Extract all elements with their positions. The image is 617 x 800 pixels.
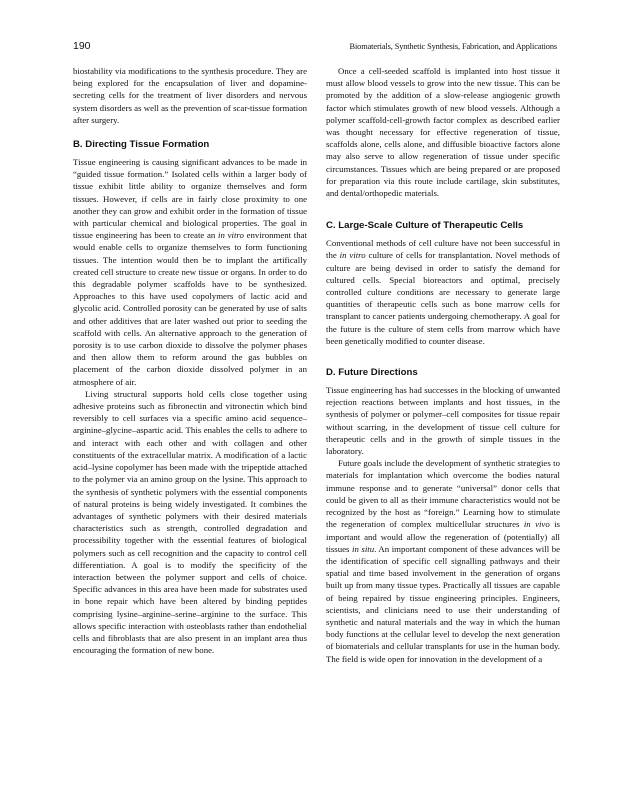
running-title: Biomaterials, Synthetic Synthesis, Fabrication, and Applications (349, 42, 557, 51)
section-heading-directing-tissue-formation: B. Directing Tissue Formation (73, 139, 210, 151)
text-run: Tissue engineering is causing significant advances to be made in “guided tissue formation.” Isolated cells within a larger body of tissue exhibit little ability to organize themselves and form tissues. However, if cells are in fairly close proximity to one another they can grow and exhibit order in the formation of tissue with particular chemical and biological properties. The goal in tissue engineering has been to create an (73, 157, 307, 241)
text-run: culture of cells for transplantation. Novel methods of culture are being devised in order to satisfy the demand for cultured cells. Special bioreactors and optimal, precisely controlled culture conditions are necessary to generate large quantities of therapeutic cells such as bone marrow cells for transplant to cancer patients undergoing chemotherapy. A goal for the future is the culture of stem cells from marrow which have been genetically modified to counter disease. (326, 250, 560, 346)
italic-term: in vivo (523, 519, 550, 530)
paragraph-cell-culture (326, 237, 560, 347)
italic-term: in vitro (339, 250, 366, 261)
text-run: is important and would allow the regeneration of (potentially) all tissues (326, 519, 560, 554)
paragraph-biostability: biostability via modifications to the synthesis procedure. They are being explored for the encapsulation of liver and dopamine-secreting cells for the treatment of liver disorders and nervous system disorders as well as the prevention of scar-tissue formation after surgery. (73, 66, 307, 125)
paragraph-structural-supports: Living structural supports hold cells close together using adhesive proteins such as fibronectin and vitronectin which bind reversibly to cell surfaces via a specific amino acid sequence–arginine–glycine–aspartic acid. This enables the cells to adhere to and interact with each other and with collagen and other constituents of the extracellular matrix. A modification of a lactic acid–lysine copolymer has been made with the tripeptide attached to the polymer via an amino group on the lysine. This approach to the synthesis of synthetic polymers with the essential components of natural proteins is being widely investigated. It combines the advantages of synthetic polymers with their desired materials characteristics such as strength, controlled degradation and processibility together with the essential features of biological polymers such as cell recognition and the capacity to control cell differentiation. A goal is to modify the specificity of the interaction between the polymer support and cells of choice. Specific advances in this area have been made for substrates used in bone repair which have been altered by binding peptides comprising lysine–arginine–serine–arginine to the surface. This allows specific interaction with osteoblasts rather than endothelial cells and fibroblasts that are also present in an implant area thus encouraging the formation of new bone. (73, 388, 307, 656)
paragraph-cell-seeded-scaffold: Once a cell-seeded scaffold is implanted into host tissue it must allow blood vessels to grow into the new tissue. This can be promoted by the addition of a slow-release angiogenic growth factor which stimulates growth of new blood vessels. Although a polymer scaffold-cell-growth factor complex as described earlier was thought necessary for effective regeneration of tissue, scaffolds alone, cells alone, and diffusible bioactive factors alone may also serve to allow regeneration of tissue under specific circumstances. Tissues which are being prepared or are proposed for preparation via this route include cartilage, skin substitutes, and dental/orthopedic materials. (326, 66, 560, 199)
section-heading-future-directions: D. Future Directions (326, 367, 418, 379)
page-number: 190 (73, 40, 91, 52)
paragraph-guided-tissue-formation (73, 156, 307, 388)
text-run: Conventional methods of cell culture have not been successful in the (326, 238, 560, 261)
italic-term: in vitro (218, 230, 244, 241)
text-run: environment that would enable cells to organize themselves to form functioning tissues. The intention would then be to implant the artifically created cell structure to create new tissue or organs. In order to do this degradable polymer scaffolds have to be synthesized. Approaches to this have used copolymers of lactic acid and glycolic acid. Controlled porosity can be generated by use of salts and other additives that are later washed out prior to seeding the scaffold with cells. An alternative approach to the generation of porosity is to use carbon dioxide to dissolve the polymer phases and then allow them to reform around the gas bubbles on placement of the carbon dioxide dissolved polymer in an atmosphere of air. (73, 230, 307, 387)
right-column (326, 65, 560, 665)
paragraph-future-goals (326, 457, 560, 664)
text-run: . An important component of these advances will be the identification of specific cell signalling pathways and their spatial and time based involvement in the generation of organs built up from many tissue types. Practically all tissues are capable of being repaired by tissue engineering principles. Engineers, scientists, and clinicians need to use their understanding of synthetic and natural materials and the way in which the human body functions at the cellular level to develop the next generation of biomaterials and cellular transplants for use in the human body. The field is wide open for innovation in the development of a (326, 543, 560, 664)
text-run: Future goals include the development of synthetic strategies to materials for implantation which overcome the bodies natural immune response and to generate “universal” donor cells that could be given to all as their immune characteristics would not be recognized by the host as “foreign.” Learning how to stimulate the regeneration of complex multicellular structures (326, 458, 560, 530)
italic-term: in situ (352, 543, 375, 554)
section-heading-large-scale-culture: C. Large-Scale Culture of Therapeutic Cells (326, 220, 524, 232)
left-column (73, 65, 307, 656)
paragraph-successes: Tissue engineering has had successes in the blocking of unwanted rejection reactions between implants and host tissues, in the synthesis of polymer or polymer–cell composites for tissue repair without scarring, in the development of tissue cell culture for therapeutic cells and in the growth of simple tissues in the laboratory. (326, 385, 560, 457)
